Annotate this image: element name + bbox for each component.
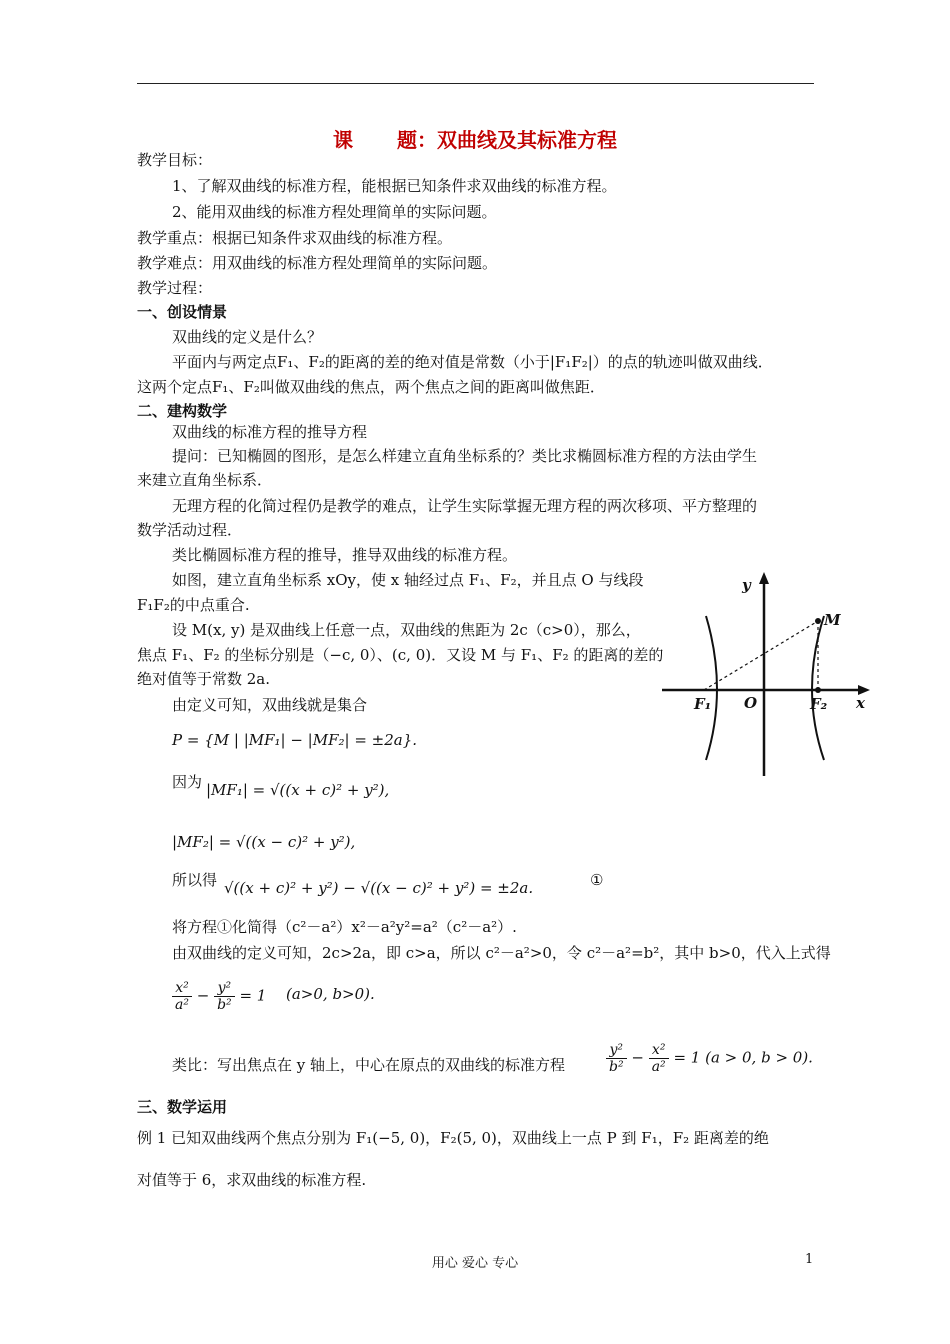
- page-number: 1: [805, 1252, 814, 1267]
- analogy-line: 类比椭圆标准方程的推导，推导双曲线的标准方程。: [172, 546, 518, 564]
- section-2-heading: 二、建构数学: [137, 402, 228, 420]
- point-line-2: 焦点 F₁、F₂ 的坐标分别是（−c, 0）、(c, 0)．又设 M 与 F₁、F₂ 的距离的差的: [137, 646, 664, 664]
- equation-1: √((x + c)² + y²) − √((x − c)² + y²) = ±2a.: [224, 879, 534, 897]
- y2-over-a2: $\frac{\text{y²}}{\text{b²}}$: [606, 1042, 627, 1075]
- definition-line-1: 平面内与两定点F₁、F₂的距离的差的绝对值是常数（小于|F₁F₂|）的点的轨迹叫做双曲线．: [172, 353, 773, 371]
- point-line-3: 绝对值等于常数 2a.: [137, 670, 271, 688]
- section-3-heading: 三、数学运用: [137, 1098, 228, 1116]
- standard-equation: $\frac{\text{x²}}{\text{a²}}$ − $\frac{\text{y²}}{\text{b²}}$ = 1: [172, 980, 266, 1013]
- because-label: 因为: [172, 773, 203, 791]
- label-o: O: [744, 694, 758, 712]
- x2-over-a2: $\frac{\text{x²}}{\text{a²}}$: [172, 980, 192, 1013]
- set-intro: 由定义可知，双曲线就是集合: [172, 696, 368, 714]
- equation-1-tag: ①: [590, 871, 604, 889]
- so-label: 所以得: [172, 871, 218, 889]
- goal-1: 1、了解双曲线的标准方程，能根据已知条件求双曲线的标准方程。: [172, 177, 617, 195]
- simplify-line: 将方程①化简得（c²－a²）x²－a²y²=a²（c²－a²）.: [172, 918, 517, 936]
- label-f1: F₁: [694, 695, 712, 713]
- point-line-1: 设 M(x, y) 是双曲线上任意一点，双曲线的焦距为 2c（c>0），那么，: [172, 621, 641, 639]
- analog-line: 类比：写出焦点在 y 轴上，中心在原点的双曲线的标准方程: [172, 1056, 566, 1074]
- y2-over-b2: $\frac{\text{y²}}{\text{b²}}$: [214, 980, 235, 1013]
- example-1-line-1: 例 1 已知双曲线两个焦点分别为 F₁(−5, 0)，F₂(5, 0)，双曲线上一点 P 到 F₁，F₂ 距离差的绝: [137, 1129, 769, 1147]
- definition-line-2: 这两个定点F₁、F₂叫做双曲线的焦点，两个焦点之间的距离叫做焦距．: [137, 378, 605, 396]
- label-f2: F₂: [810, 695, 828, 713]
- setup-line-2: F₁F₂的中点重合.: [137, 596, 250, 614]
- page-title: 课 题：双曲线及其标准方程: [333, 128, 617, 152]
- derive-line: 由双曲线的定义可知，2c>2a，即 c>a，所以 c²－a²>0，令 c²－a²=b²，其中 b>0，代入上式得: [172, 944, 831, 962]
- question-line-1: 提问：已知椭圆的图形，是怎么样建立直角坐标系的？类比求椭圆标准方程的方法由学生: [172, 447, 758, 465]
- question-line-2: 来建立直角坐标系．: [137, 471, 273, 489]
- goal-2: 2、能用双曲线的标准方程处理简单的实际问题。: [172, 203, 497, 221]
- definition-question: 双曲线的定义是什么？: [172, 328, 323, 346]
- mf1-segment: [704, 621, 818, 690]
- left-branch: [706, 616, 717, 760]
- mf1-equation: |MF₁| = √((x + c)² + y²),: [206, 781, 390, 799]
- standard-condition: (a>0, b>0).: [286, 985, 375, 1003]
- example-1-line-2: 对值等于 6，求双曲线的标准方程.: [137, 1171, 367, 1189]
- set-equation: P = {M | |MF₁| − |MF₂| = ±2a}.: [172, 731, 418, 749]
- hyperbola-figure: [656, 566, 880, 778]
- process-heading: 教学过程：: [137, 279, 213, 297]
- label-m: M: [824, 611, 841, 629]
- derivation-intro: 双曲线的标准方程的推导方程: [172, 423, 368, 441]
- point-f2: [815, 687, 821, 693]
- goals-heading: 教学目标：: [137, 151, 213, 169]
- header-rule: [137, 83, 814, 84]
- mf2-equation: |MF₂| = √((x − c)² + y²),: [172, 833, 356, 851]
- difficulty-line-1: 无理方程的化简过程仍是教学的难点，让学生实际掌握无理方程的两次移项、平方整理的: [172, 497, 758, 515]
- y-axis: [759, 572, 769, 776]
- point-m: [815, 618, 821, 624]
- footer-text: 用心 爱心 专心: [431, 1256, 519, 1271]
- y-axis-label: y: [742, 576, 751, 594]
- section-1-heading: 一、创设情景: [137, 303, 228, 321]
- x-axis: [662, 685, 870, 695]
- difficulty: 教学难点：用双曲线的标准方程处理简单的实际问题。: [137, 254, 498, 272]
- setup-line-1: 如图，建立直角坐标系 xOy，使 x 轴经过点 F₁、F₂，并且点 O 与线段: [172, 571, 644, 589]
- x-axis-label: x: [856, 694, 865, 712]
- x2-over-b2: $\frac{\text{x²}}{\text{a²}}$: [649, 1042, 669, 1075]
- difficulty-line-2: 数学活动过程．: [137, 521, 243, 539]
- analog-equation: $\frac{\text{y²}}{\text{b²}}$ − $\frac{\text{x²}}{\text{a²}}$ = 1 (a > 0, b > 0).: [606, 1042, 813, 1075]
- key-point: 教学重点：根据已知条件求双曲线的标准方程。: [137, 229, 453, 247]
